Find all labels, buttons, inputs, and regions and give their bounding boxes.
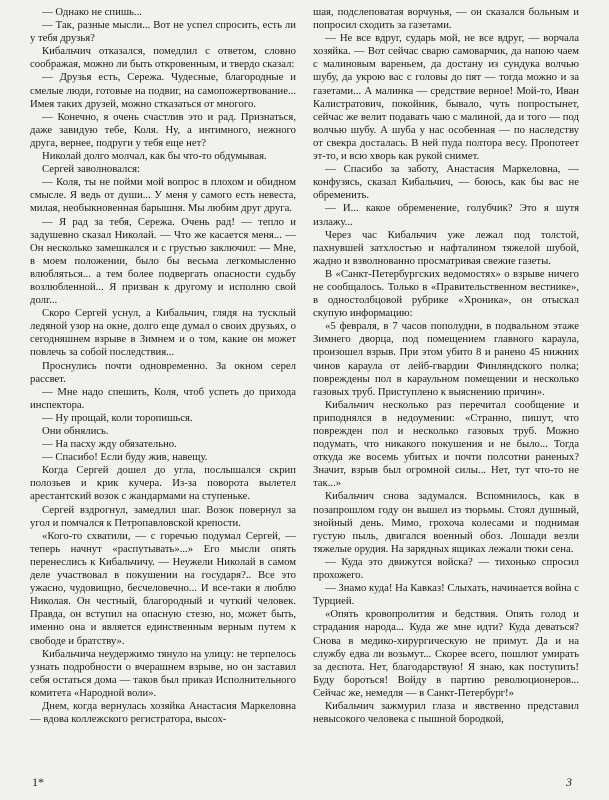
paragraph: Проснулись почти одновременно. За окном серел рассвет. <box>30 359 296 385</box>
paragraph: — Однако не спишь... <box>42 6 142 18</box>
paragraph: — Не все вдруг, сударь мой, не все вдруг, — ворчала хозяйка. — Вот сейчас сварю самоварчик, да напою чаем с малиновым вареньем, да достану из сундука волчью шубу, да укрою вас с головы до пят — тогда можно и за газетами... А малинка — средствие верное! Мой-то, Иван Калистратович, покойник, бывало, чуть попростынет, сейчас же велит подавать чаю с малиной, да и того — под волчью шубу. А шуба у нас особенная — по наследству от свекра досталась. В ней пуда полтора весу. Пропотеет эт-то, и всю хворь как рукой снимет. <box>313 32 579 163</box>
paragraph: — Ну прощай, коли торопишься. <box>42 411 193 424</box>
paragraph: Сергей вздрогнул, замедлил шаг. Возок повернул за угол и помчался к Петропавловской крепости. <box>30 503 296 529</box>
left-text-column <box>30 6 296 726</box>
paragraph: — Так, разные мысли... Вот не успел спросить, есть ли у тебя друзья? <box>30 19 296 45</box>
paragraph: Днем, когда вернулась хозяйка Анастасия Маркеловна — вдова коллежского регистратора, высох- <box>30 699 296 726</box>
paragraph: Кибальчич снова задумался. Вспомнилось, как в позапрошлом году он вышел из тюрьмы. Стоял душный, знойный день. Мимо, грохоча колесами и поднимая густую пыль, двигался военный обоз. Лошади везли тяжелые орудия. На зарядных ящиках лежали тюки сена. <box>313 490 579 555</box>
paragraph: «5 февраля, в 7 часов пополудни, в подвальном этаже Зимнего дворца, под помещением главного караула, произошел взрыв. При этом убито 8 и ранено 45 нижних чинов караула от лейб-гвардии Финляндского полка; повреждены пол в караульном помещении и несколько газовых труб. Приступлено к выяснению причин». <box>313 320 579 398</box>
paragraph: — Спасибо! Если буду жив, навещу. <box>42 451 208 464</box>
paragraph: — Знамо куда! На Кавказ! Слыхать, начинается война с Турцией. <box>313 582 579 608</box>
paragraph: — Мне надо спешить, Коля, чтоб успеть до прихода инспектора. <box>30 385 296 411</box>
printer-signature: 1* <box>32 775 44 789</box>
paragraph: — Коля, ты не пойми мой вопрос в плохом и обидном смысле. Я ведь от души... У меня у самого есть невеста, милая, необыкновенная барышня. Мы любим друг друга. <box>30 176 296 215</box>
paragraph: Николай долго молчал, как бы что-то обдумывая. <box>42 150 267 163</box>
paragraph: «Опять кровопролития и бедствия. Опять голод и страдания народа... Куда же мне идти? Куда деваться? Снова в медико-хирургическую не примут. Да и на службу едва ли возьмут... Скорее всего, пошлют умирать за деспота. Нет, благодарствую! Я знаю, как поступить! Буду бороться! Войду в партию революционеров... Сейчас же, немедля — в Санкт-Петербург!» <box>313 608 579 699</box>
paragraph: шая, подслеповатая ворчунья, — он сказался больным и попросил сходить за газетами. <box>313 6 579 32</box>
paragraph: Скоро Сергей уснул, а Кибальчич, глядя на тусклый ледяной узор на окне, долго еще думал о своих друзьях, о сегодняшнем взрыве в Зимнем и о том, какие он может повлечь за собой последствия... <box>30 307 296 359</box>
page-number: 3 <box>566 775 572 789</box>
paragraph: Кибальчич несколько раз перечитал сообщение и приподнялся в недоумении: «Странно, пишут, что поврежден пол и несколько газовых труб. Можно подумать, что никакого покушения и не было... Тогда откуда же восемь убитых и почти полсотни раненых? Значит, взрыв был огромной силы... Нет, тут что-то не так...» <box>313 398 579 490</box>
paragraph: — Спасибо за заботу, Анастасия Маркеловна, — конфузясь, сказал Кибальчич, — боюсь, как бы вас не обременить. <box>313 163 579 202</box>
paragraph: Они обнялись. <box>42 425 109 437</box>
paragraph: — Друзья есть, Сережа. Чудесные, благородные и смелые люди, готовые на подвиг, на самопожертвование... Имея таких друзей, можно стказаться от многого. <box>30 71 296 110</box>
right-text-column <box>313 6 579 726</box>
paragraph: — Куда это движутся войска? — тихонько спросил прохожего. <box>313 555 579 582</box>
paragraph: Через час Кибальчич уже лежал под толстой, пахнувшей затхлостью и нафталином тяжелой шубой, жадно и взволнованно просматривая свежие газеты. <box>313 228 579 267</box>
paragraph: — Конечно, я очень счастлив это и рад. Признаться, даже завидую тебе, Коля. Ну, а интимного, нежного друга, вернее, подруги у тебя еще нет? <box>30 110 296 149</box>
paragraph: Сергей заволновался: <box>42 163 140 176</box>
paragraph: Когда Сергей дошел до угла, послышался скрип полозьев и крик кучера. Из-за поворота вылетел арестантский возок с жандармами на ступеньке. <box>30 464 296 503</box>
paragraph: В «Санкт-Петербургских ведомостях» о взрыве ничего не сообщалось. Только в «Правительственном вестнике», в одностолбцовой рубрике «Хроника», он отыскал скупую информацию: <box>313 267 579 320</box>
paragraph: Кибальчич отказался, помедлил с ответом, словно соображая, можно ли быть откровенным, и твердо сказал: <box>30 45 296 71</box>
paragraph: — На пасху жду обязательно. <box>42 438 177 451</box>
paragraph: «Кого-то схватили, — с горечью подумал Сергей, — теперь начнут «распутывать»...» Его мысли опять перенеслись к Кибальчичу. — Неужели Николай в самом деле участвовал в покушении на государя?.. Все это ужасно, чудовищно, бесчеловечно... И все-таки я люблю Николая. Он честный, благородный и чуткий человек. Правда, он вступил на опасную стезю, но, может быть, именно она и является единственным верным путем к свободе и братству». <box>30 529 296 647</box>
paragraph: — И... какое обременение, голубчик? Это я шутя излажу... <box>313 202 579 228</box>
paragraph: Кибальчича неудержимо тянуло на улицу: не терпелось узнать подробности о вчерашнем взрыве, но он заставил себя остаться дома — таков был приказ Исполнительного комитета «Народной воли». <box>30 647 296 699</box>
paragraph: — Я рад за тебя, Сережа. Очень рад! — тепло и задушевно сказал Николай. — Что же касается меня... — Он несколько замешкался и с грустью заключил: — Мне, в моем положении, было бы весьма легкомысленно влюбляться... а тем более подвергать опасности судьбу возлюбленной... Я призван к другому и исполню свой долг... <box>30 215 296 307</box>
paragraph: Кибальчич зажмурил глаза и явственно представил невысокого человека с пышной бородкой, <box>313 699 579 726</box>
